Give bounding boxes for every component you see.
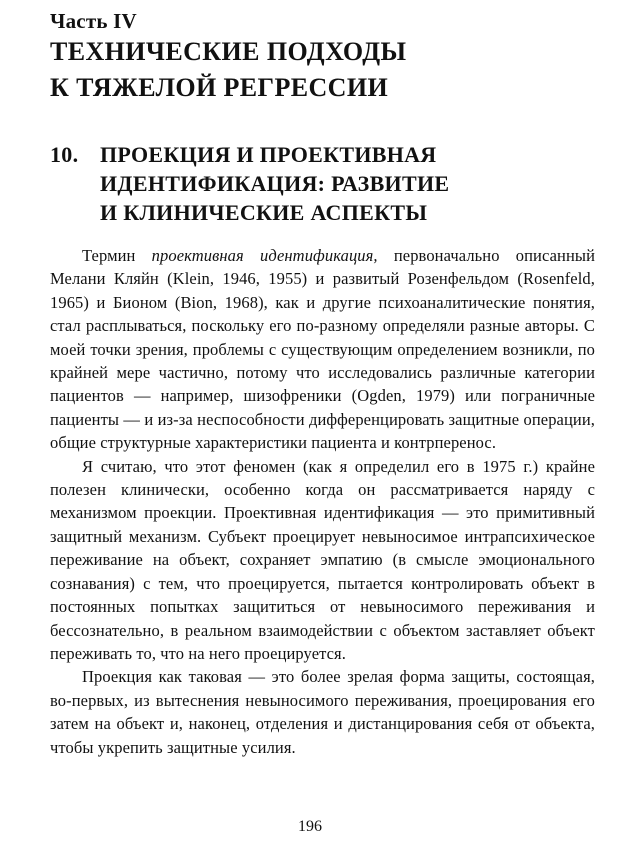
part-title-line-2: К ТЯЖЕЛОЙ РЕГРЕССИИ [50, 73, 389, 102]
paragraph-1-rest: первоначально описанный Мелани Кляйн (Klein, 1946, 1955) и развитый Розенфельдом (Rosenfeld, 1965) и Бионом (Bion, 1968), как и другие психоаналитические понятия, стал расплываться, поскольку его по-разному определяли разные авторы. С моей точки зрения, проблемы с существующим определением возникли, по крайней мере частично, потому что исследовались различные категории пациентов — например, шизофреники (Ogden, 1979) или пограничные пациенты — и из-за неспособности дифференцировать защитные операции, общие структурные характеристики пациента и контрперенос. [50, 246, 595, 453]
paragraph-3: Проекция как таковая — это более зрелая форма защиты, состоящая, во-первых, из вытеснения невыносимого переживания, проецирования его затем на объект и, наконец, отделения и дистанцирования себя от объекта, чтобы укрепить защитные усилия. [50, 667, 595, 757]
part-title-line-1: ТЕХНИЧЕСКИЕ ПОДХОДЫ [50, 37, 407, 66]
paragraph-1-term: проективная идентификация, [151, 246, 378, 265]
chapter-title-line-2: ИДЕНТИФИКАЦИЯ: РАЗВИТИЕ [100, 171, 450, 196]
paragraph-2: Я считаю, что этот феномен (как я определил его в 1975 г.) крайне полезен клинически, особенно когда он рассматривается наряду с механизмом проекции. Проективная идентификация — это примитивный защитный механизм. Субъект проецирует невыносимое интрапсихическое переживание на объект, сохраняет эмпатию (в смысле эмоционального сознавания) с тем, что проецируется, пытается контролировать объект в постоянных попытках защититься от невыносимого переживания и бессознательно, в реальном взаимодействии с объектом заставляет объект переживать то, что на него проецируется. [50, 456, 595, 663]
chapter-title [100, 140, 590, 227]
chapter-title-line-1: ПРОЕКЦИЯ И ПРОЕКТИВНАЯ [100, 142, 437, 167]
body-text [50, 244, 595, 759]
paragraph-1 [50, 244, 595, 455]
paragraph-1-start: Термин [82, 246, 152, 265]
part-heading [50, 8, 590, 106]
chapter-title-line-3: И КЛИНИЧЕСКИЕ АСПЕКТЫ [100, 200, 428, 225]
chapter-number: 10. [50, 142, 79, 167]
chapter-heading [50, 140, 590, 227]
page-number: 196 [298, 818, 322, 835]
part-label: Часть IV [50, 9, 137, 33]
